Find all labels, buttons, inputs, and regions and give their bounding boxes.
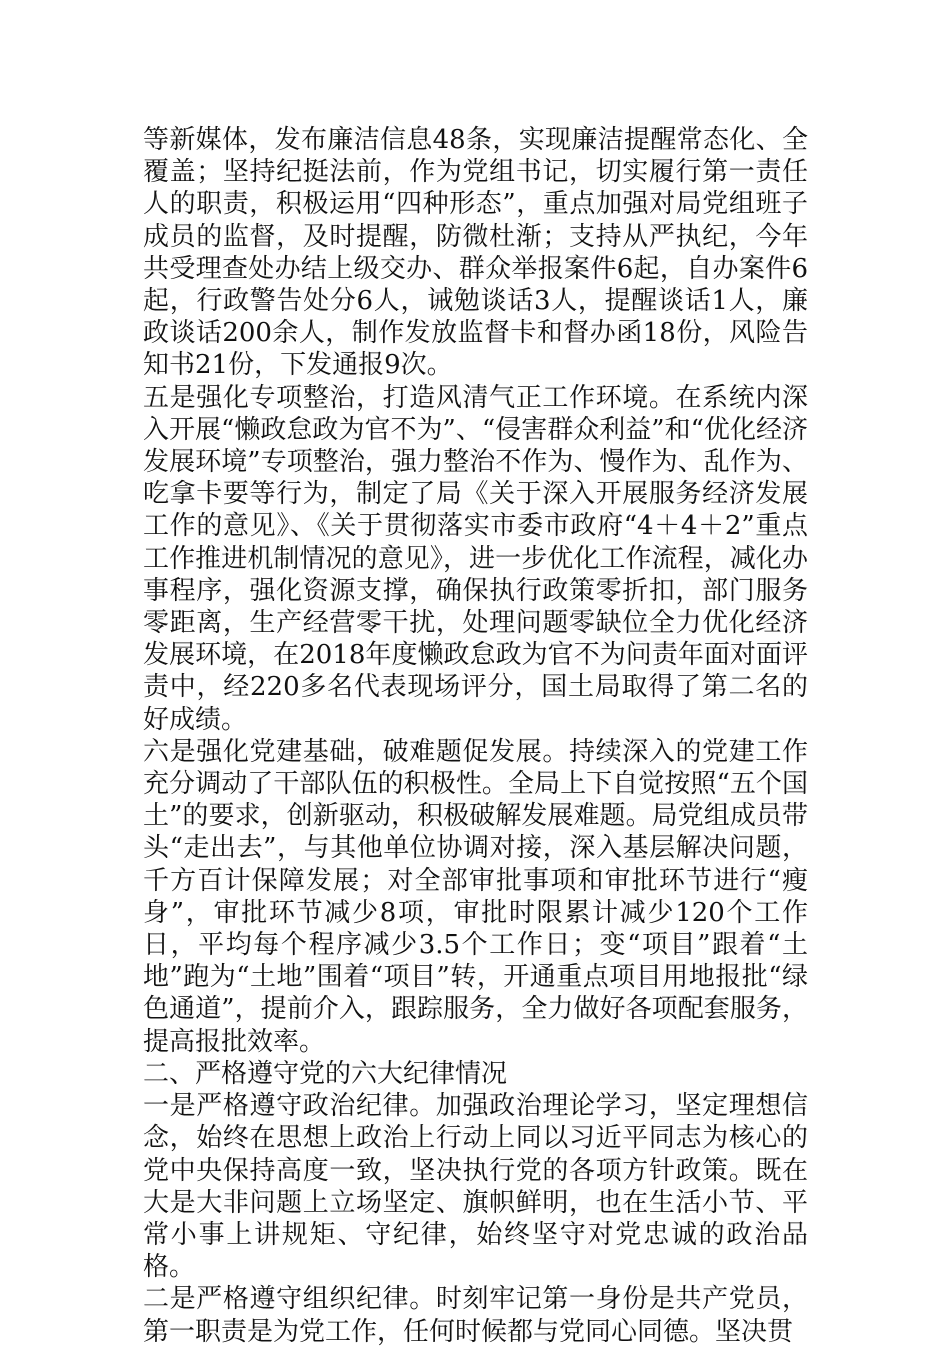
paragraph-party-building: 六是强化党建基础，破难题促发展。持续深入的党建工作充分调动了干部队伍的积极性。全局上下自觉按照“五个国土”的要求，创新驱动，积极破解发展难题。局党组成员带头“走出去”，与其他单位协调对接，深入基层解决问题，千方百计保障发展；对全部审批事项和审批环节进行“瘦身”，审批环节减少8项，审批时限累计减少120个工作日，平均每个程序减少3.5个工作日；变“项目”跟着“土地”跑为“土地”围着“项目”转，开通重点项目用地报批“绿色通道”，提前介入，跟踪服务，全力做好各项配套服务，提高报批效率。 xyxy=(143,736,808,1057)
section-heading-six-disciplines: 二、严格遵守党的六大纪律情况 xyxy=(143,1058,508,1089)
document-body xyxy=(143,124,808,1348)
paragraph-discipline-supervision: 等新媒体，发布廉洁信息48条，实现廉洁提醒常态化、全覆盖；坚持纪挺法前，作为党组书记，切实履行第一责任人的职责，积极运用“四种形态”，重点加强对局党组班子成员的监督，及时提醒，防微杜渐；支持从严执纪，今年共受理查处办结上级交办、群众举报案件6起，自办案件6起，行政警告处分6人，诫勉谈话3人，提醒谈话1人，廉政谈话200余人，制作发放监督卡和督办函18份，风险告知书21份，下发通报9次。 xyxy=(143,125,808,381)
paragraph-special-rectification: 五是强化专项整治，打造风清气正工作环境。在系统内深入开展“懒政怠政为官不为”、“侵害群众利益”和“优化经济发展环境”专项整治，强力整治不作为、慢作为、乱作为、吃拿卡要等行为，制定了局《关于深入开展服务经济发展工作的意见》、《关于贯彻落实市委市政府“4＋4＋2”重点工作推进机制情况的意见》，进一步优化工作流程，减化办事程序，强化资源支撑，确保执行政策零折扣，部门服务零距离，生产经营零干扰，处理问题零缺位全力优化经济发展环境，在2018年度懒政怠政为官不为问责年面对面评责中，经220多名代表现场评分，国土局取得了第二名的好成绩。 xyxy=(143,382,808,735)
paragraph-political-discipline: 一是严格遵守政治纪律。加强政治理论学习，坚定理想信念，始终在思想上政治上行动上同以习近平同志为核心的党中央保持高度一致，坚决执行党的各项方针政策。既在大是大非问题上立场坚定、旗帜鲜明，也在生活小节、平常小事上讲规矩、守纪律，始终坚守对党忠诚的政治品格。 xyxy=(143,1091,808,1283)
paragraph-organizational-discipline: 二是严格遵守组织纪律。时刻牢记第一身份是共产党员，第一职责是为党工作，任何时候都与党同心同德。坚决贯 xyxy=(143,1284,808,1347)
